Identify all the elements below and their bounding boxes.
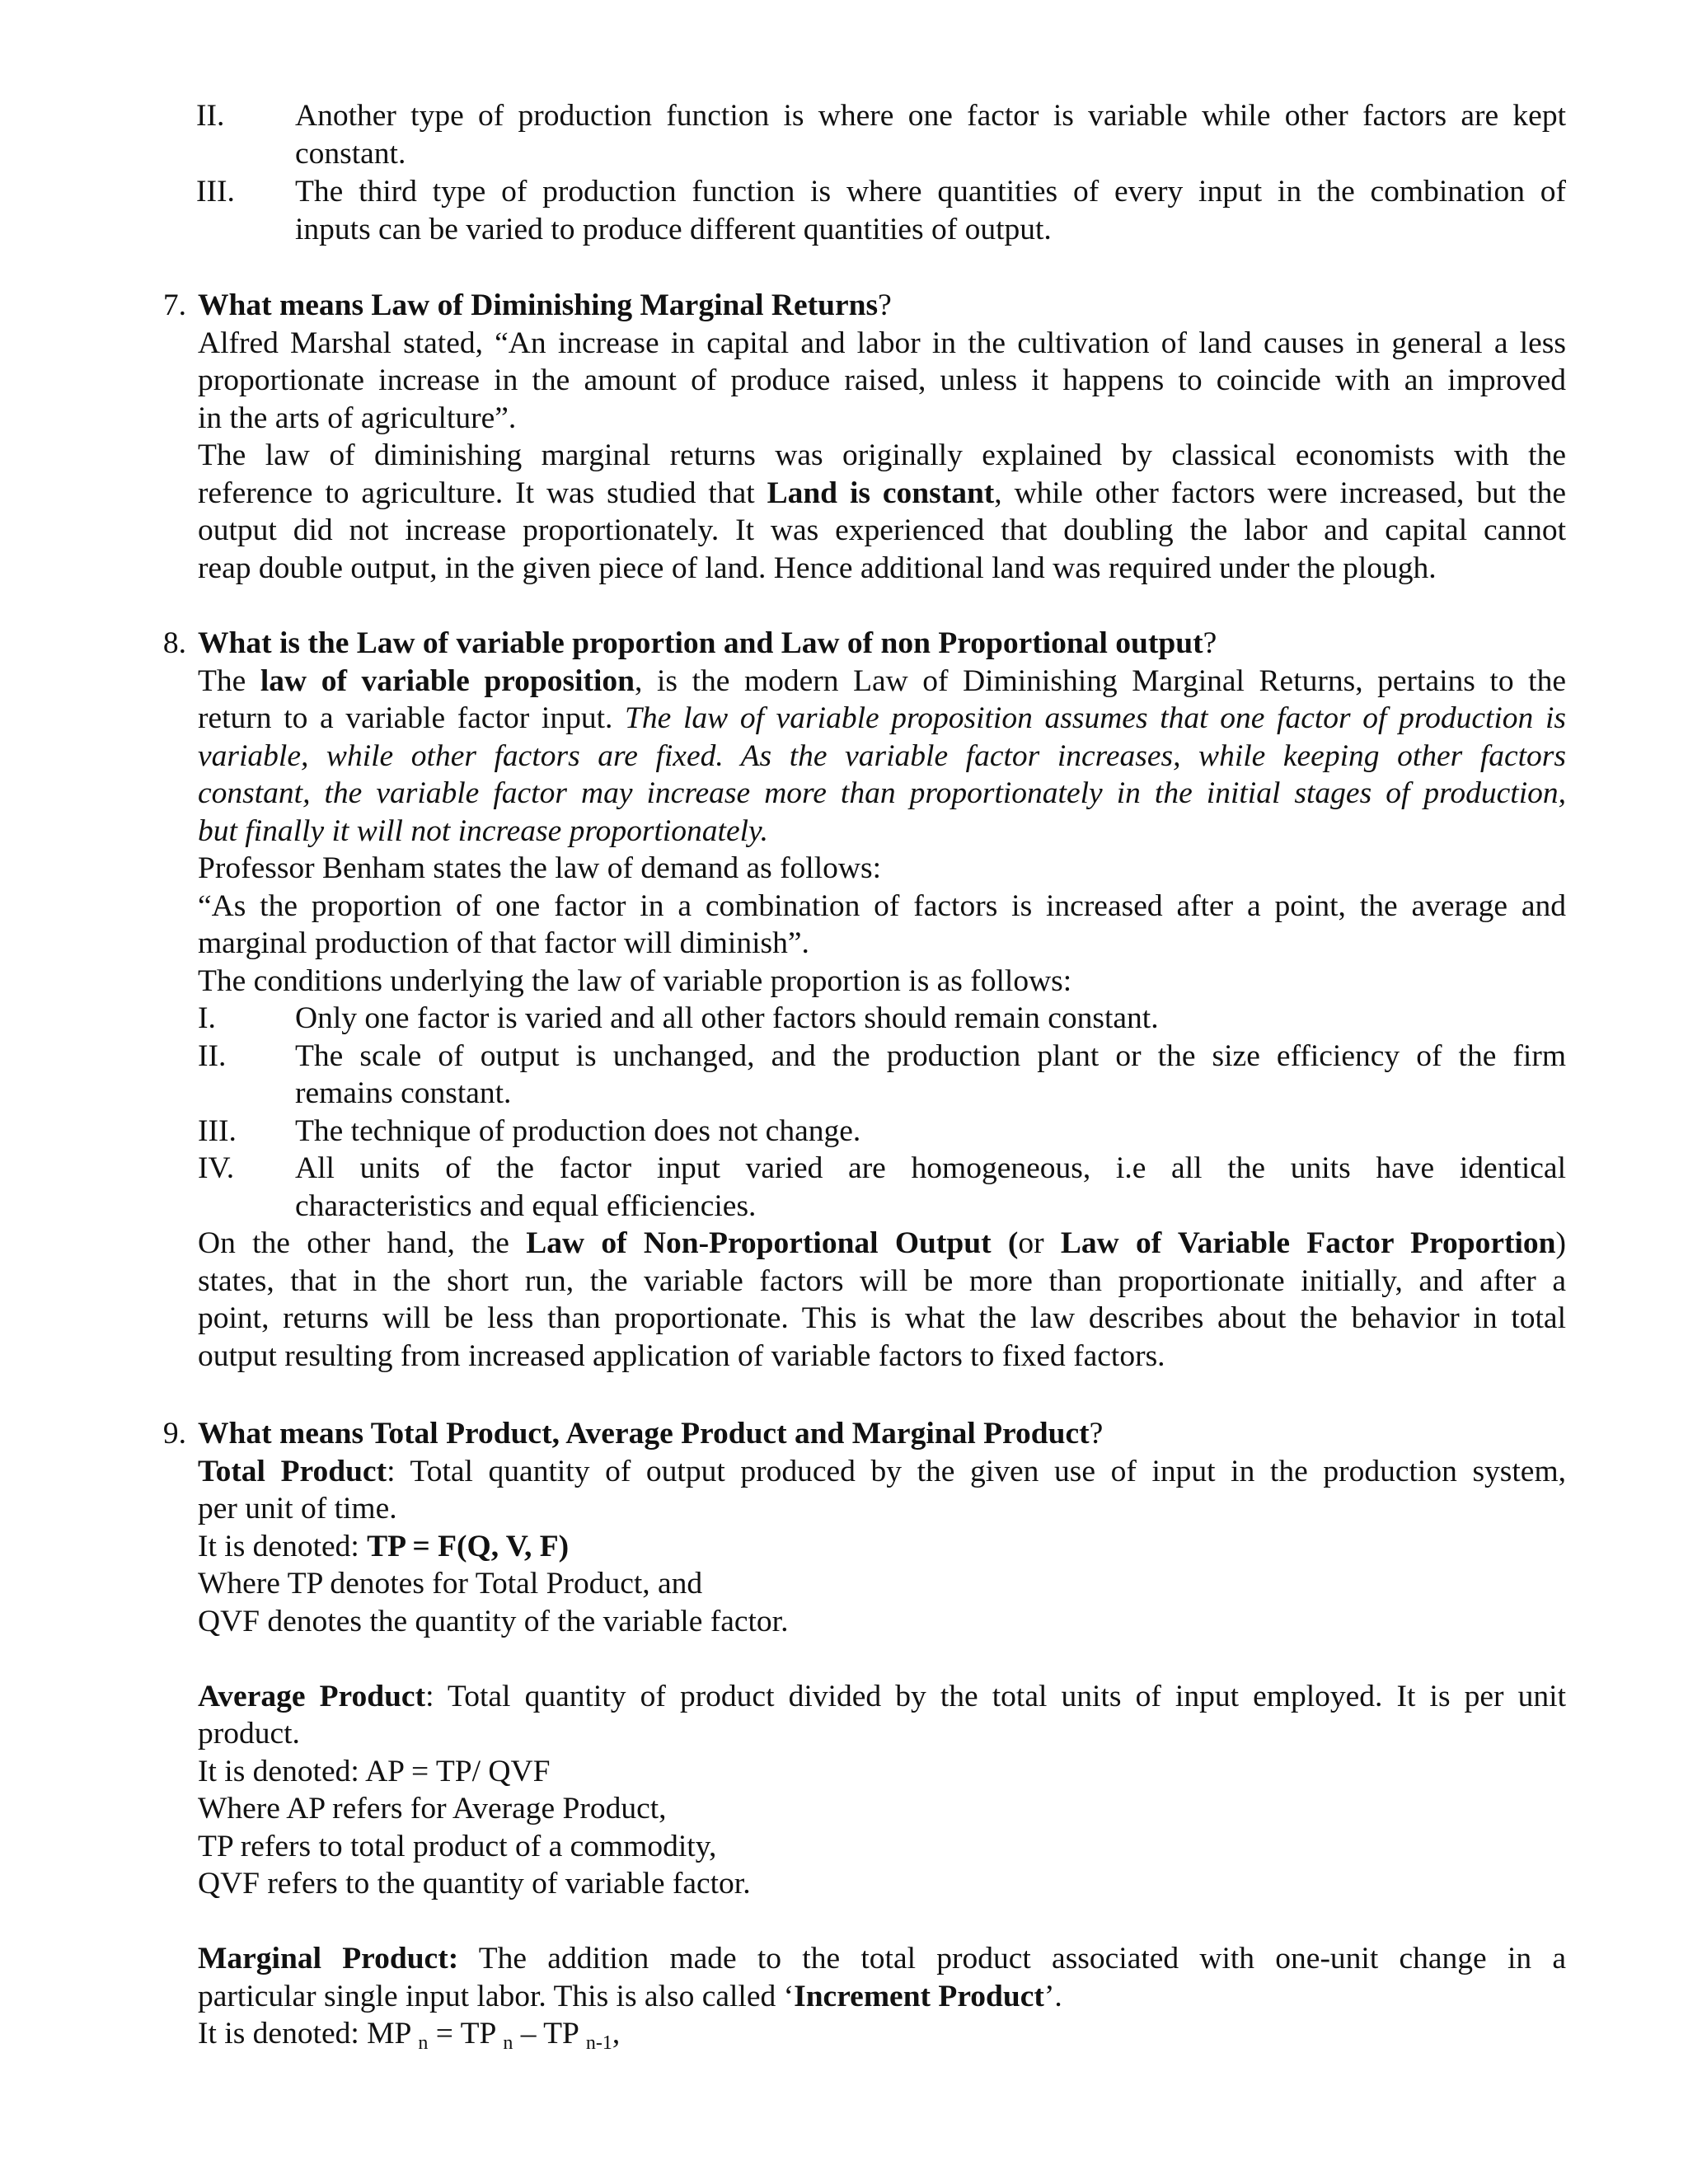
paragraph-line: proportionate increase in the amount of produce raised, unless it happens to coincide with an improved — [198, 363, 1566, 397]
paragraph-line: TP refers to total product of a commodity, — [198, 1829, 717, 1863]
paragraph-line: Alfred Marshal stated, “An increase in capital and labor in the cultivation of land causes in general a less — [198, 326, 1566, 360]
condition-item — [198, 1113, 1566, 1151]
paragraph-line: On the other hand, the Law of Non-Proportional Output (or Law of Variable Factor Proportion) — [198, 1226, 1566, 1260]
list-text: constant. — [295, 136, 406, 171]
paragraph-line: QVF denotes the quantity of the variable factor. — [198, 1604, 789, 1638]
paragraph-line: Where TP denotes for Total Product, and — [198, 1567, 703, 1601]
list-text: characteristics and equal efficiencies. — [295, 1188, 757, 1223]
paragraph-line: reference to agriculture. It was studied that Land is constant, while other factors were increased, but the — [198, 476, 1566, 510]
paragraph-line: return to a variable factor input. The law of variable proposition assumes that one factor of production is — [198, 701, 1566, 735]
question-9 — [162, 1415, 1567, 2054]
list-text: Only one factor is varied and all other factors should remain constant. — [295, 1001, 1159, 1035]
roman-number: I. — [198, 1001, 216, 1035]
list-text: All units of the factor input varied are homogeneous, i.e all the units have identical — [295, 1151, 1566, 1185]
paragraph-line: particular single input labor. This is also called ‘Increment Product’. — [198, 1979, 1062, 2013]
formula-line: It is denoted: MP $_n$ = TP $_n$ – TP $_{n-1}$, — [198, 2017, 621, 2054]
condition-item — [198, 1038, 1566, 1113]
italic-line: constant, the variable factor may increase more than proportionately in the initial stages of production, — [198, 776, 1566, 810]
paragraph-line: Where AP refers for Average Product, — [198, 1792, 667, 1825]
intro-item-iii — [198, 173, 1566, 248]
roman-number: III. — [196, 175, 235, 209]
total-product-definition: Total Product: Total quantity of output produced by the given use of input in the production system, — [198, 1454, 1566, 1488]
list-text: The technique of production does not change. — [295, 1113, 861, 1148]
paragraph-line: QVF refers to the quantity of variable factor. — [198, 1867, 751, 1900]
paragraph-line: in the arts of agriculture”. — [198, 401, 517, 435]
paragraph-line: output resulting from increased application of variable factors to fixed factors. — [198, 1338, 1165, 1373]
roman-number: II. — [198, 1038, 227, 1073]
quote-line: marginal production of that factor will diminish”. — [198, 926, 809, 960]
paragraph-line: The law of diminishing marginal returns was originally explained by classical economists with the — [198, 438, 1566, 472]
quote-line: “As the proportion of one factor in a combination of factors is increased after a point, the average and — [198, 888, 1566, 923]
paragraph-line: Professor Benham states the law of demand as follows: — [198, 851, 881, 885]
condition-item — [198, 1000, 1566, 1038]
list-text: The third type of production function is where quantities of every input in the combination of — [295, 175, 1566, 209]
question-heading: What means Law of Diminishing Marginal Returns? — [198, 288, 892, 322]
paragraph-line: per unit of time. — [198, 1492, 397, 1526]
roman-number: III. — [198, 1113, 237, 1148]
formula-line: It is denoted: TP = F(Q, V, F) — [198, 1529, 570, 1563]
paragraph-line: reap double output, in the given piece of land. Hence additional land was required under the plough. — [198, 551, 1437, 585]
paragraph-line: product. — [198, 1717, 300, 1750]
list-text: inputs can be varied to produce different quantities of output. — [295, 212, 1052, 246]
italic-line: but finally it will not increase proportionately. — [198, 813, 768, 848]
question-7 — [162, 287, 1566, 587]
paragraph-line: point, returns will be less than proportionate. This is what the law describes about the behavior in total — [198, 1301, 1566, 1335]
question-number: 8. — [162, 626, 186, 660]
question-heading: What means Total Product, Average Product and Marginal Product? — [198, 1417, 1104, 1451]
question-number: 9. — [162, 1417, 186, 1451]
question-8 — [162, 625, 1566, 1375]
list-text: The scale of output is unchanged, and the production plant or the size efficiency of the firm — [295, 1038, 1566, 1073]
question-number: 7. — [162, 288, 186, 322]
list-text: remains constant. — [295, 1076, 512, 1110]
intro-item-ii — [198, 97, 1566, 172]
italic-line: variable, while other factors are fixed. As the variable factor increases, while keeping other factors — [198, 738, 1566, 773]
question-heading: What is the Law of variable proportion and Law of non Proportional output? — [198, 626, 1217, 660]
paragraph-line: states, that in the short run, the variable factors will be more than proportionate initially, and after a — [198, 1263, 1566, 1298]
roman-number: II. — [196, 99, 225, 133]
paragraph-line: The law of variable proposition, is the modern Law of Diminishing Marginal Returns, pertains to the — [198, 663, 1566, 698]
list-text: Another type of production function is where one factor is variable while other factors are kept — [295, 99, 1566, 133]
condition-item — [198, 1150, 1566, 1225]
average-product-definition: Average Product: Total quantity of product divided by the total units of input employed. It is per unit — [198, 1679, 1567, 1713]
roman-number: IV. — [198, 1151, 235, 1185]
formula-line: It is denoted: AP = TP/ QVF — [198, 1754, 551, 1788]
marginal-product-definition: Marginal Product: The addition made to the total product associated with one-unit change in a — [198, 1942, 1566, 1975]
paragraph-line: output did not increase proportionately. It was experienced that doubling the labor and capital cannot — [198, 513, 1566, 547]
paragraph-line: The conditions underlying the law of variable proportion is as follows: — [198, 963, 1072, 998]
